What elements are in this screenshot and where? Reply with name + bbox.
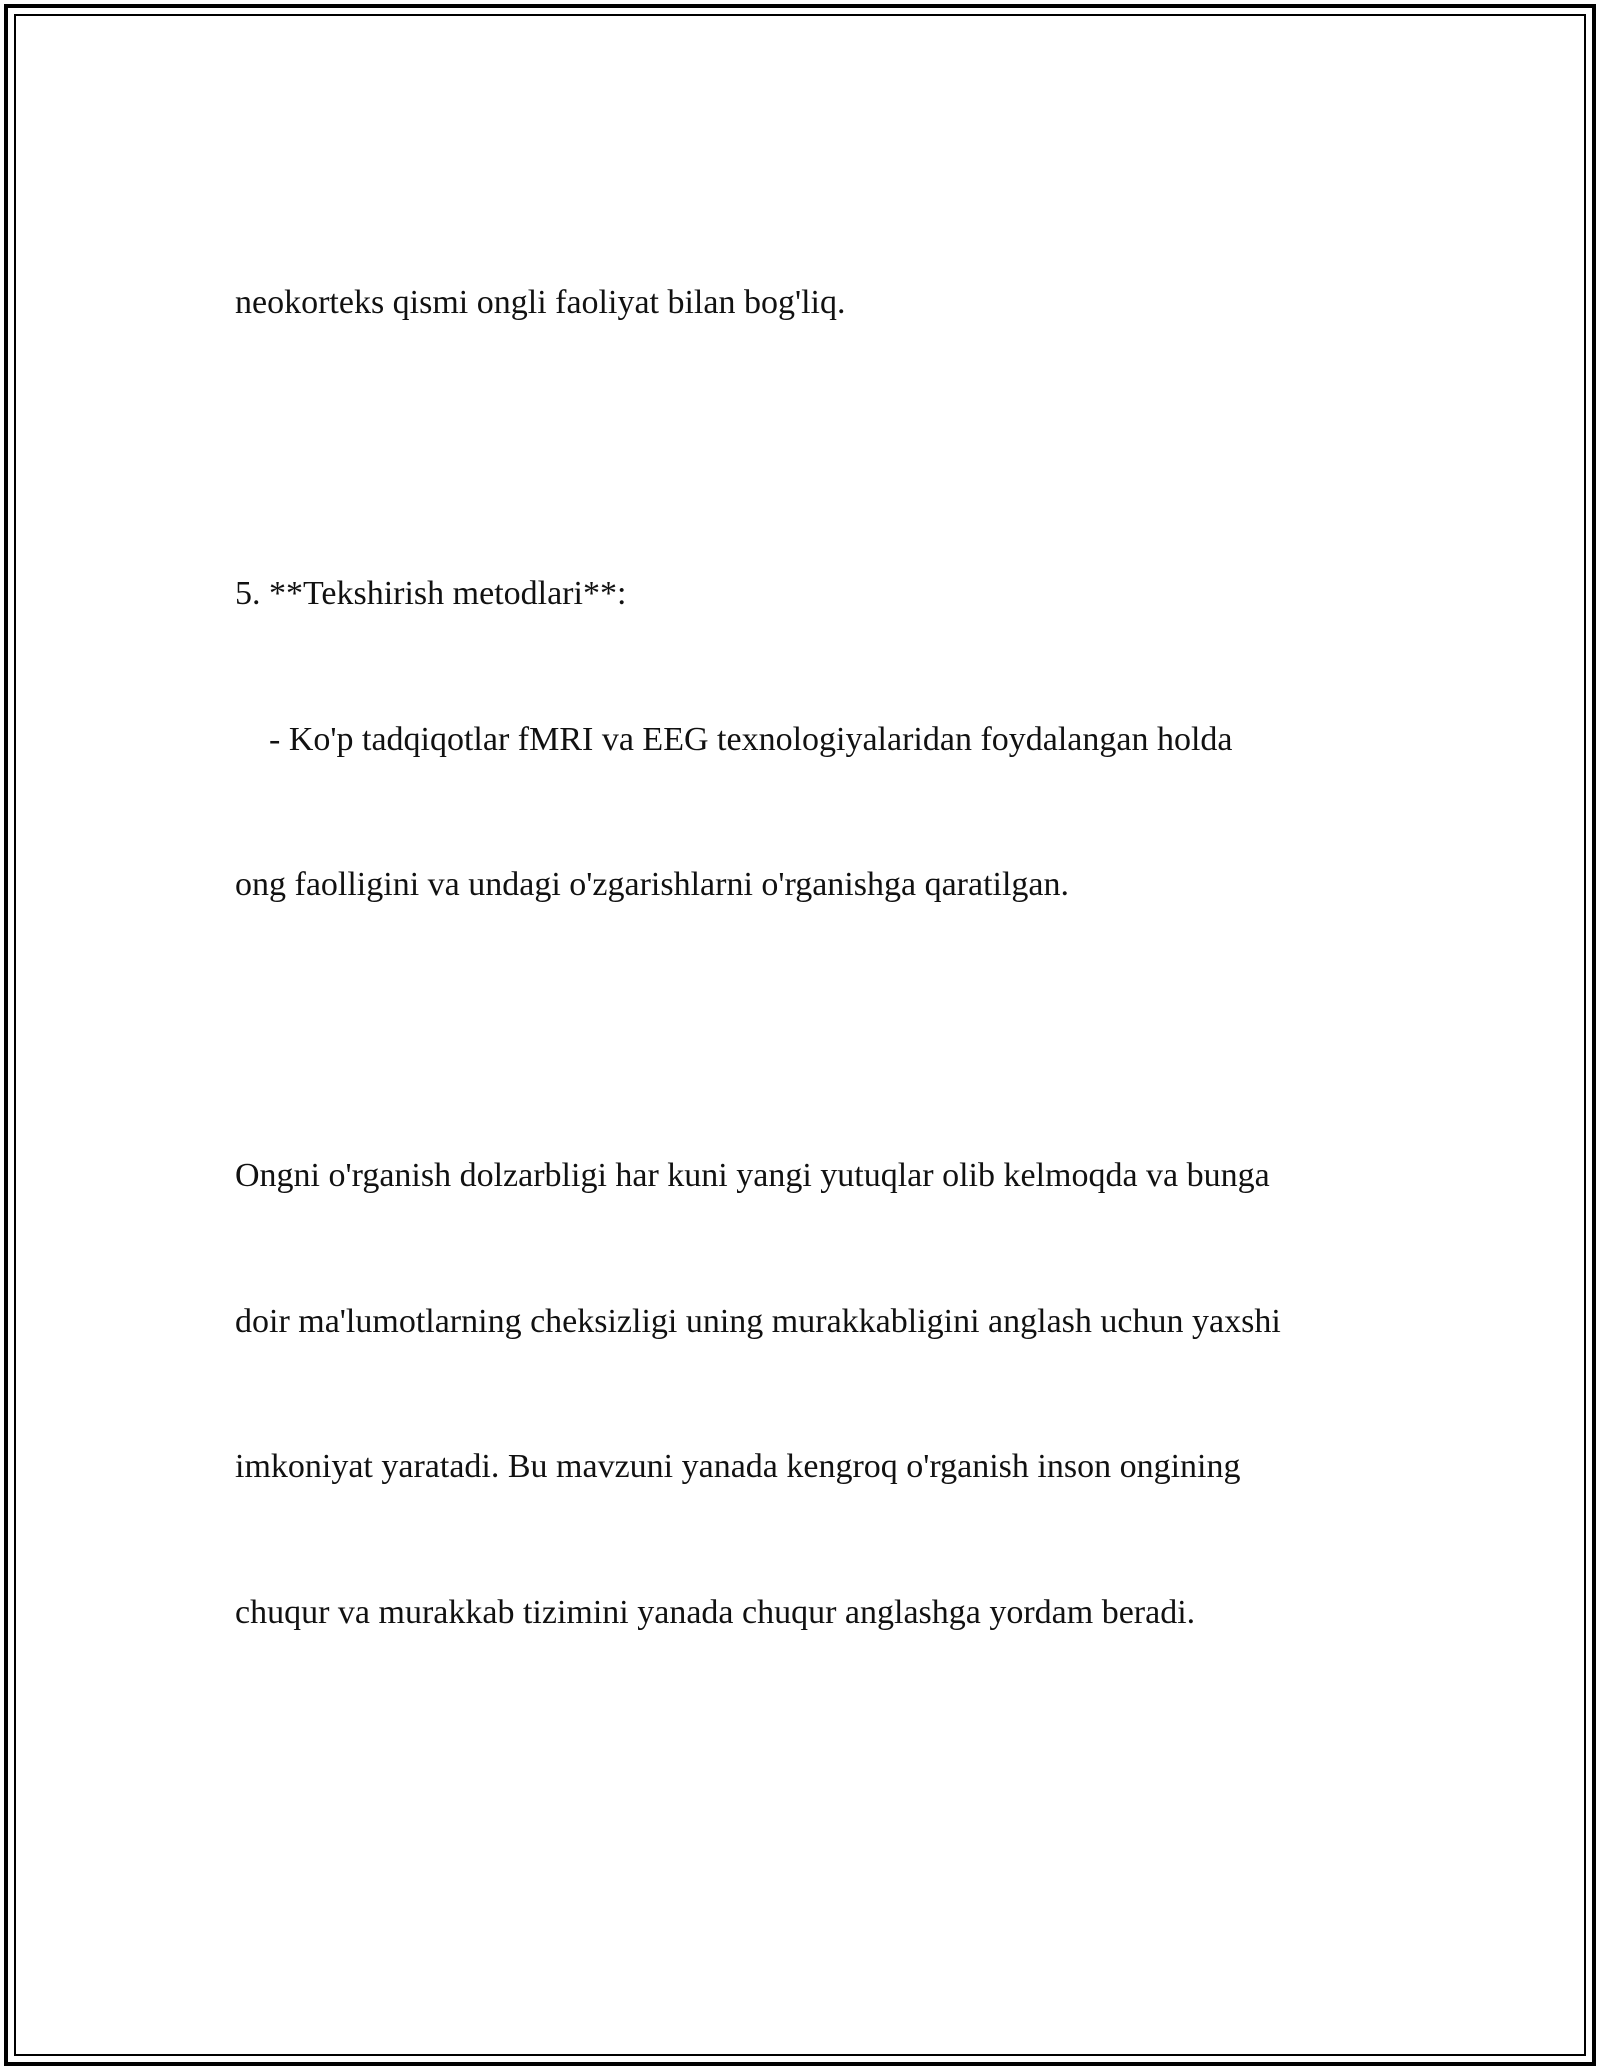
list-item-line: ong faolligini va undagi o'zgarishlarni o'rganishga qaratilgan. xyxy=(235,866,1070,903)
paragraph-neokorteks xyxy=(235,182,1385,425)
text-line: neokorteks qismi ongli faoliyat bilan bog'liq. xyxy=(235,284,846,321)
text-line: chuqur va murakkab tizimini yanada chuqur anglashga yordam beradi. xyxy=(235,1593,1196,1631)
paragraph-gap xyxy=(235,1007,1385,1056)
list-item-line: - Ko'p tadqiqotlar fMRI va EEG texnologiyalaridan foydalangan holda xyxy=(235,720,1233,758)
paragraph-conclusion xyxy=(235,1055,1385,1734)
section-heading: 5. **Tekshirish metodlari**: xyxy=(235,575,627,612)
document-body xyxy=(235,182,1385,1734)
text-line: imkoniyat yaratadi. Bu mavzuni yanada kengroq o'rganish inson ongining xyxy=(235,1448,1241,1485)
paragraph-tekshirish-metodlari xyxy=(235,473,1385,1007)
paragraph-gap xyxy=(235,425,1385,474)
text-line: Ongni o'rganish dolzarbligi har kuni yangi yutuqlar olib kelmoqda va bunga xyxy=(235,1157,1270,1194)
text-line: doir ma'lumotlarning cheksizligi uning murakkabligini anglash uchun yaxshi xyxy=(235,1302,1281,1340)
